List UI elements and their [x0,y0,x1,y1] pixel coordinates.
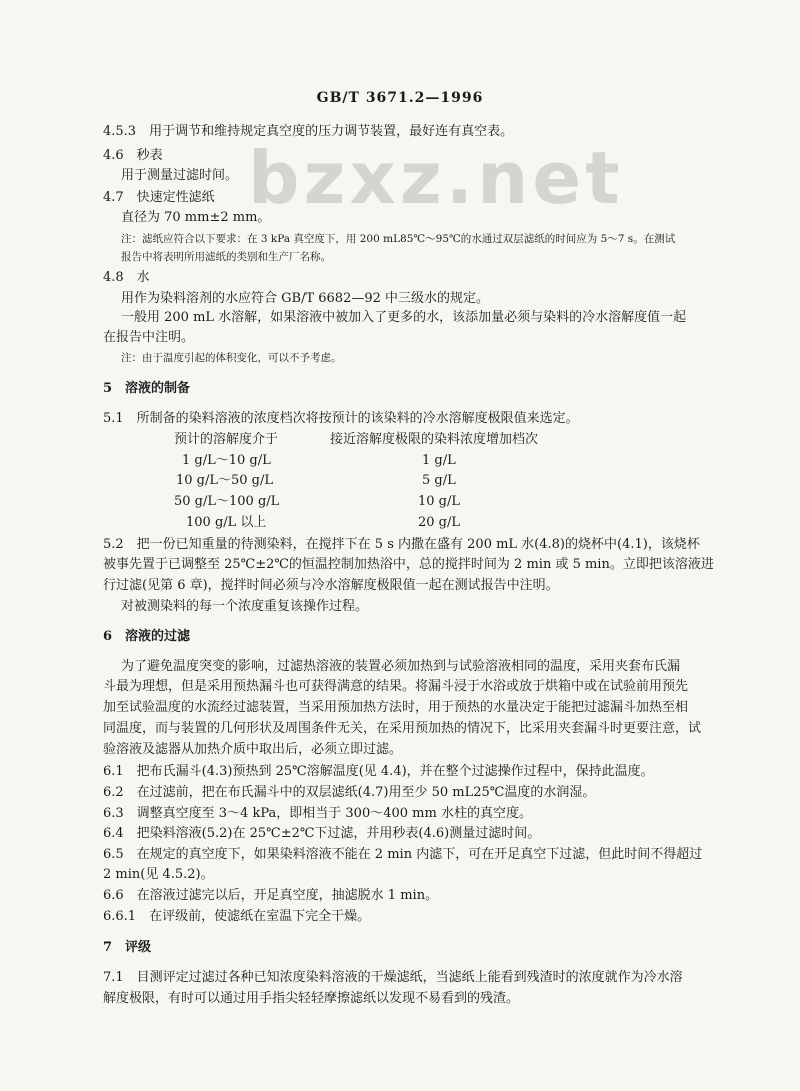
table-row-step: 5 g/L [422,473,456,488]
section-6-para-line3: 加至试验温度的水流经过滤装置，当采用预加热方法时，用于预热的水量决定于能把过滤漏斗加热至相 [103,700,689,715]
clause-6-4: 6.4 把染料溶液(5.2)在 25℃±2℃下过滤，并用秒表(4.6)测量过滤时间。 [103,826,541,841]
clause-5-2-line2: 被事先置于已调整至 25℃±2℃的恒温控制加热浴中，总的搅拌时间为 2 min 或 5 min。立即把该溶液进 [103,557,714,572]
clause-6-5-line2: 2 min(见 4.5.2)。 [103,867,214,882]
clause-5-2-line1: 5.2 把一份已知重量的待测染料，在搅拌下在 5 s 内撒在盛有 200 mL 水(4.8)的烧杯中(4.1)，该烧杯 [103,537,700,552]
clause-7-1-line1: 7.1 目测评定过滤过各种已知浓度染料溶液的干燥滤纸，当滤纸上能看到残渣时的浓度就作为冷水溶 [103,970,683,985]
clause-7-1-line2: 解度极限，有时可以通过用手指尖轻轻摩擦滤纸以发现不易看到的残渣。 [103,991,520,1006]
table-row-range: 50 g/L～100 g/L [174,494,280,509]
clause-5-2-line4: 对被测染料的每一个浓度重复该操作过程。 [121,599,369,614]
section-6-para-line1: 为了避免温度突变的影响，过滤热溶液的装置必须加热到与试验溶液相同的温度，采用夹套布氏漏 [121,659,681,674]
table-row-step: 10 g/L [418,494,461,509]
table-row-range: 100 g/L 以上 [186,515,267,530]
clause-4-8-text1: 用作为染料溶剂的水应符合 GB/T 6682—92 中三级水的规定。 [121,291,490,306]
section-6-para-line2: 斗最为理想，但是采用预热漏斗也可获得满意的结果。将漏斗浸于水浴或放于烘箱中或在试验前用预先 [103,679,689,694]
table-row-step: 1 g/L [422,453,456,468]
clause-5-1: 5.1 所制备的染料溶液的浓度档次将按预计的该染料的冷水溶解度极限值来选定。 [103,411,579,426]
clause-6-6: 6.6 在溶液过滤完以后，开足真空度，抽滤脱水 1 min。 [103,888,439,903]
standard-header: GB/T 3671.2—1996 [316,90,484,106]
table-row-range: 10 g/L～50 g/L [176,473,274,488]
section-7-heading: 7 评级 [103,940,152,955]
note-4-8: 注：由于温度引起的体积变化，可以不予考虑。 [121,352,342,364]
section-5-heading: 5 溶液的制备 [103,381,191,396]
clause-4-5-3: 4.5.3 用于调节和维持规定真空度的压力调节装置，最好连有真空表。 [103,124,514,139]
section-6-para-line4: 同温度，而与装置的几何形状及周围条件无关，在采用预加热的情况下，比采用夹套漏斗时更要注意，试 [103,721,702,736]
clause-4-8-text2: 一般用 200 mL 水溶解，如果溶液中被加入了更多的水，该添加量必须与染料的冷水溶解度值一起 [121,310,687,325]
clause-5-2-line3: 行过滤(见第 6 章)，搅拌时间必须与冷水溶解度极限值一起在测试报告中注明。 [103,578,559,593]
table-header-step: 接近溶解度极限的染料浓度增加档次 [330,432,539,447]
clause-6-5-line1: 6.5 在规定的真空度下，如果染料溶液不能在 2 min 内滤下，可在开足真空下过滤，但此时间不得超过 [103,847,703,862]
clause-4-6-heading: 4.6 秒表 [103,148,163,163]
clause-4-7-text: 直径为 70 mm±2 mm。 [121,210,271,225]
section-6-heading: 6 溶液的过滤 [103,629,191,644]
clause-6-6-1: 6.6.1 在评级前，使滤纸在室温下完全干燥。 [103,909,371,924]
table-row-range: 1 g/L～10 g/L [182,453,271,468]
clause-4-6-text: 用于测量过滤时间。 [121,168,239,183]
table-row-step: 20 g/L [418,515,461,530]
clause-6-3: 6.3 调整真空度至 3～4 kPa，即相当于 300～400 mm 水柱的真空度。 [103,806,532,821]
clause-4-8-text3: 在报告中注明。 [103,330,195,345]
section-6-para-line5: 验溶液及滤器从加热介质中取出后，必须立即过滤。 [103,742,403,757]
note-4-7-line2: 报告中将表明所用滤纸的类别和生产厂名称。 [121,251,331,263]
clause-4-8-heading: 4.8 水 [103,270,150,285]
clause-6-1: 6.1 把布氏漏斗(4.3)预热到 25℃溶解温度(见 4.4)，并在整个过滤操作过程中，保持此温度。 [103,764,654,779]
clause-4-7-heading: 4.7 快速定性滤纸 [103,190,215,205]
note-4-7-line1: 注：滤纸应符合以下要求：在 3 kPa 真空度下，用 200 mL85℃～95℃的水通过双层滤纸的时间应为 5～7 s。在测试 [121,233,676,245]
table-header-range: 预计的溶解度介于 [174,432,279,447]
clause-6-2: 6.2 在过滤前，把在布氏漏斗中的双层滤纸(4.7)用至少 50 mL25℃温度的水润湿。 [103,785,596,800]
watermark: bzxz.net [248,136,624,220]
